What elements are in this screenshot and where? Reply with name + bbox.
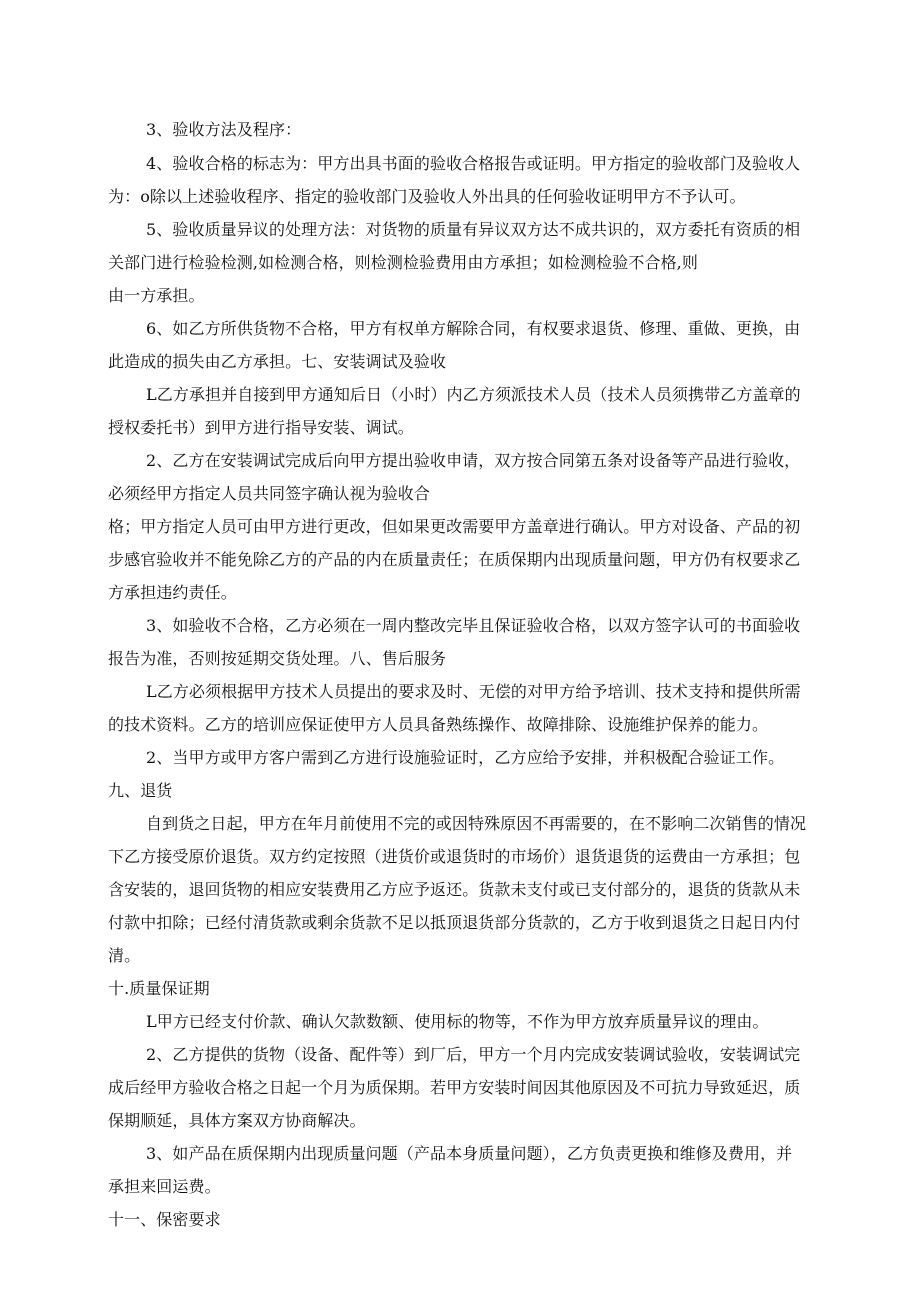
text-line: 的技术资料。乙方的培训应保证使甲方人员具备熟练操作、故障排除、设施维护保养的能力。 (108, 715, 769, 734)
text-line: L乙方承担并自接到甲方通知后日（小时）内乙方须派技术人员（技术人员须携带乙方盖章的 (146, 385, 801, 404)
text-line: L乙方必须根据甲方技术人员提出的要求及时、无偿的对甲方给予培训、技术支持和提供所需 (146, 682, 801, 701)
text-line: 自到货之日起，甲方在年月前使用不完的或因特殊原因不再需要的，在不影响二次销售的情况 (146, 814, 807, 833)
text-line: 保期顺延，具体方案双方协商解决。 (108, 1111, 366, 1130)
text-line: 3、如产品在质保期内出现质量问题（产品本身质量问题），乙方负责更换和维修及费用，并 (146, 1144, 793, 1163)
section-heading: 九、退货 (108, 781, 173, 800)
text-line: 2、乙方在安装调试完成后向甲方提出验收申请，双方按合同第五条对设备等产品进行验收， (146, 451, 801, 470)
text-line: 报告为准，否则按延期交货处理。八、售后服务 (108, 649, 447, 668)
text-line: 5、验收质量异议的处理方法：对货物的质量有异议双方达不成共识的，双方委托有资质的相 (146, 220, 801, 239)
text-line: 清。 (108, 946, 141, 965)
text-line: L甲方已经支付价款、确认欠款数额、使用标的物等，不作为甲方放弃质量异议的理由。 (146, 1012, 769, 1031)
text-line: 2、当甲方或甲方客户需到乙方进行设施验证时，乙方应给予安排，并积极配合验证工作。 (146, 748, 785, 767)
text-line: 付款中扣除；已经付清货款或剩余货款不足以抵顶退货部分货款的，乙方于收到退货之日起日内付 (108, 913, 801, 932)
text-line: 成后经甲方验收合格之日起一个月为质保期。若甲方安装时间因其他原因及不可抗力导致延迟，质 (108, 1078, 801, 1097)
text-line: 步感官验收并不能免除乙方的产品的内在质量责任；在质保期内出现质量问题，甲方仍有权要求乙 (108, 550, 801, 569)
text-line: 关部门进行检验检测,如检测合格，则检测检验费用由方承担；如检测检验不合格,则 (108, 253, 698, 272)
text-line: 授权委托书）到甲方进行指导安装、调试。 (108, 418, 414, 437)
text-line: 3、验收方法及程序： (146, 120, 302, 139)
text-line: 6、如乙方所供货物不合格，甲方有权单方解除合同，有权要求退货、修理、重做、更换，由 (146, 319, 801, 338)
text-line: 承担来回运费。 (108, 1177, 221, 1196)
text-line: 含安装的，退回货物的相应安装费用乙方应予返还。货款未支付或已支付部分的，退货的货款从未 (108, 880, 801, 899)
text-line: 2、乙方提供的货物（设备、配件等）到厂后，甲方一个月内完成安装调试验收，安装调试完 (146, 1045, 801, 1064)
text-line: 下乙方接受原价退货。双方约定按照（进货价或退货时的市场价）退货退货的运费由一方承担；包 (108, 847, 801, 866)
text-line: 必须经甲方指定人员共同签字确认视为验收合 (108, 484, 431, 503)
text-line: 格；甲方指定人员可由甲方进行更改，但如果更改需要甲方盖章进行确认。甲方对设备、产品的初 (108, 517, 801, 536)
text-line: 为：o除以上述验收程序、指定的验收部门及验收人外出具的任何验收证明甲方不予认可。 (108, 187, 746, 206)
section-heading: 十.质量保证期 (108, 979, 210, 998)
text-line: 由一方承担。 (108, 286, 205, 305)
section-heading: 十一、保密要求 (108, 1210, 221, 1229)
text-line: 4、验收合格的标志为：甲方出具书面的验收合格报告或证明。甲方指定的验收部门及验收人 (146, 154, 801, 173)
text-line: 方承担违约责任。 (108, 583, 237, 602)
text-line: 此造成的损失由乙方承担。七、安装调试及验收 (108, 352, 447, 371)
text-line: 3、如验收不合格，乙方必须在一周内整改完毕且保证验收合格，以双方签字认可的书面验收 (146, 616, 801, 635)
